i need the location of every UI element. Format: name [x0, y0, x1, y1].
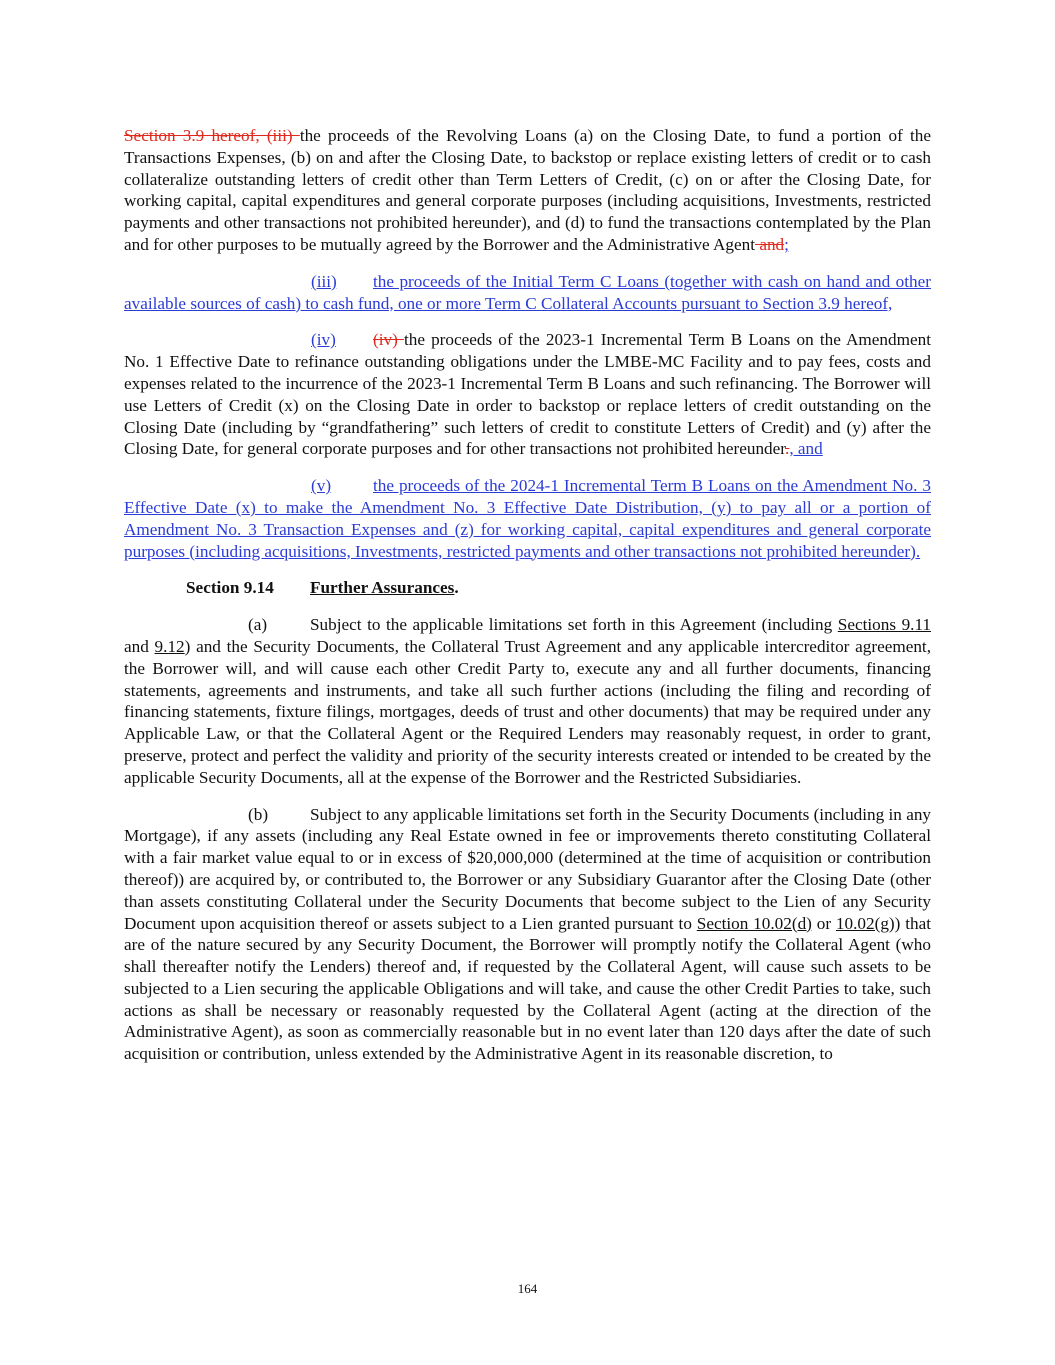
paragraph-text: the proceeds of the Revolving Loans (a) on the Closing Date, to fund a portion of the Transactions Expenses, (b) on and after the Closing Date, to backstop or replace existing letters of credit or to cash collateralize outstanding letters of credit other than Term Letters of Credit, (c) on or after the Closing Date, for working capital, capital expenditures and general corporate purposes (including acquisitions, Investments, restricted payments and other transactions not prohibited hereunder), and (d) to fund the transactions contemplated by the Plan and for other purposes to be mutually agreed by the Borrower and the Administrative Agent — [124, 126, 931, 254]
section-reference: 10.02(g) — [835, 913, 895, 933]
paragraph-v-2024-term-b — [124, 475, 931, 562]
paragraph-text: the proceeds of the 2023-1 Incremental Term B Loans on the Amendment No. 1 Effective Date to refinance outstanding obligations under the LMBE-MC Facility and to pay fees, costs and expenses related to the incurrence of the 2023-1 Incremental Term B Loans and such refinancing. The Borrower will use Letters of Credit (x) on the Closing Date in order to backstop or replace letters of credit outstanding on the Closing Date (including by “grandfathering” such letters of credit to constitute Letters of Credit) and (y) after the Closing Date, for general corporate purposes and for other transactions not prohibited hereunder — [124, 330, 931, 459]
clause-label: (a) — [248, 615, 268, 635]
paragraph-revolving-loans — [124, 125, 931, 256]
clause-label: (v) — [311, 476, 332, 496]
paragraph-a: (a) Subject to the applicable limitations set forth in this Agreement (including Sections 9.11 and 9.12) and the Security Documents, the Collateral Trust Agreement and any applicable intercreditor agreement, the Borrower will, and will cause each other Credit Party to, execute any and all further documents, financing statements, agreements and instruments, and take all such further actions (including the filing and recording of financing statements, fixture filings, mortgages, deeds of trust and other documents) that may be required under any Applicable Law, or that the Collateral Agent or the Required Lenders may reasonably request, in order to grant, preserve, protect and perfect the validity and priority of the security interests created or intended to be created by the applicable Security Documents, all at the expense of the Borrower and the Restricted Subsidiaries. — [124, 615, 932, 787]
deleted-text: . — [785, 439, 790, 459]
inserted-text: , and — [789, 439, 823, 459]
section-title: Further Assurances — [310, 578, 455, 598]
inserted-text: the proceeds of the 2024-1 Incremental Term B Loans on the Amendment No. 3 Effective Date (x) to make the Amendment No. 3 Effective Date Distribution, (y) to pay all or a portion of Amendment No. 3 Transaction Expenses and (z) for working capital, capital expenditures and general corporate purposes (including acquisitions, Investments, restricted payments and other transactions not prohibited hereunder). — [124, 476, 931, 561]
deleted-text: and — [755, 234, 785, 254]
section-reference: 9.12 — [154, 636, 185, 656]
paragraph-b: (b) Subject to any applicable limitations set forth in the Security Documents (including in any Mortgage), if any assets (including any Real Estate owned in fee or improvements thereto constituting Collateral with a fair market value equal to or in excess of $20,000,000 (determined at the time of acquisition or contribution thereof)) are acquired by, or contributed to, the Borrower or any Subsidiary Guarantor after the Closing Date (other than assets constituting Collateral under the Security Documents that become subject to the Lien of any Security Document upon acquisition thereof or assets subject to a Lien granted pursuant to Section 10.02(d) or 10.02(g)) that are of the nature secured by any Security Document, the Borrower will promptly notify the Collateral Agent (who shall thereafter notify the Lenders) thereof and, if requested by the Collateral Agent, will cause such assets to be subjected to a Lien securing the applicable Obligations and will take, and cause the other Credit Parties to take, such actions as shall be necessary or reasonably requested by the Collateral Agent (acting at the direction of the Administrative Agent), as soon as commercially reasonable but in no event later than 120 days after the date of such acquisition or contribution, unless extended by the Administrative Agent in its reasonable discretion, to — [124, 804, 932, 1064]
section-heading: Section 9.14 Further Assurances. — [186, 578, 459, 598]
page-number: 164 — [517, 1281, 538, 1296]
document-page — [124, 125, 931, 1080]
clause-label: (b) — [248, 804, 269, 824]
section-reference: Sections 9.11 — [837, 615, 932, 635]
section-number: Section 9.14 — [186, 578, 274, 598]
deleted-text: (iv) — [373, 330, 404, 350]
inserted-text: the proceeds of the Initial Term C Loans (together with cash on hand and other available sources of cash) to cash fund, one or more Term C Collateral Accounts pursuant to Section 3.9 hereof, — [124, 271, 931, 313]
clause-label: (iv) — [311, 330, 336, 350]
paragraph-iii-term-c — [124, 271, 931, 315]
deleted-text: Section 3.9 hereof, (iii) — [124, 126, 300, 145]
clause-label: (iii) — [311, 271, 337, 291]
inserted-text: ; — [784, 234, 789, 254]
section-reference: Section 10.02(d) — [696, 913, 812, 933]
paragraph-iv-term-b — [124, 329, 931, 460]
